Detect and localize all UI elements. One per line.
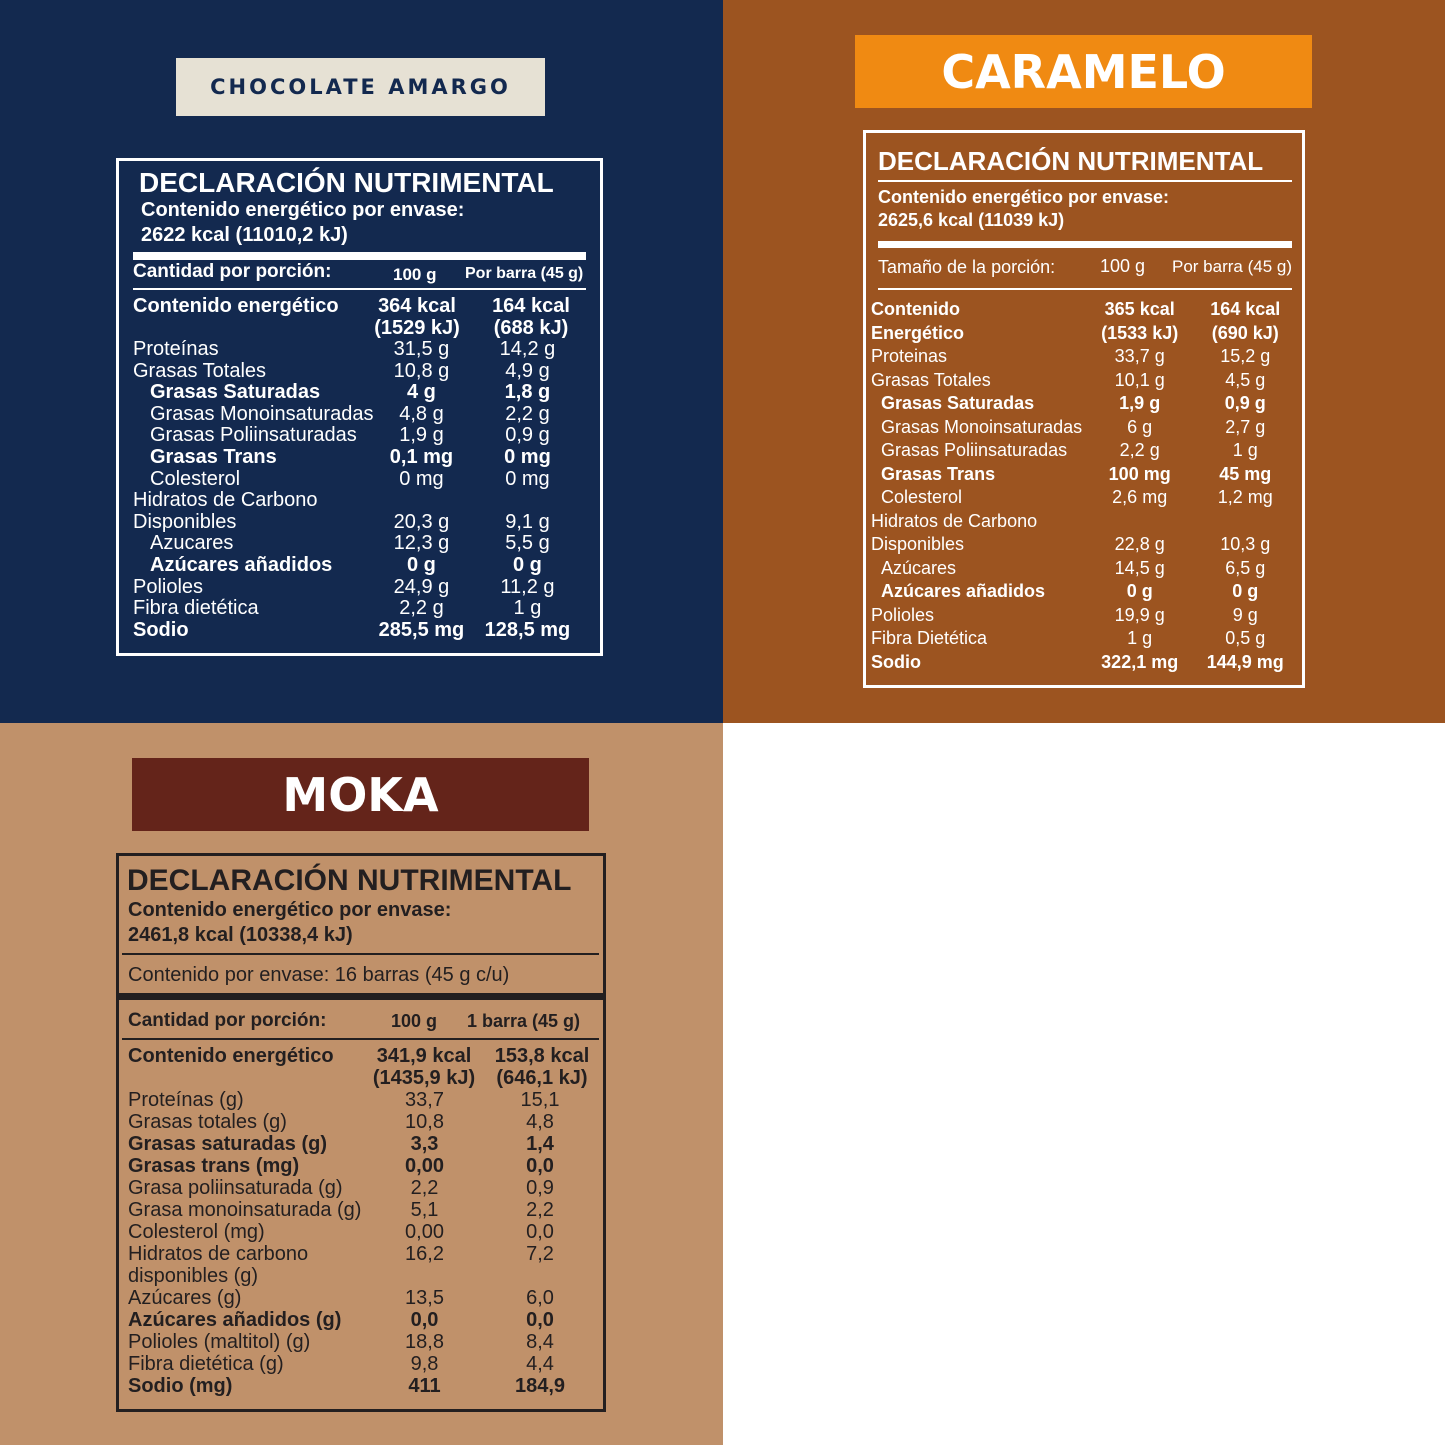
value-100g: 6 g [1127,416,1153,437]
moka-nutrient-row [128,1375,599,1397]
value-100g: 411 [408,1375,441,1397]
value-portion: 9 g [1232,604,1258,625]
caramelo-nutrient-table [871,298,1302,674]
caramelo-title: DECLARACIÓN NUTRIMENTAL [878,146,1264,176]
caramelo-tag: CARAMELO [855,35,1312,108]
value-portion: 0,9 g [505,424,550,447]
chocolate-nutrient-row [133,469,585,491]
value-portion: 1,4 [526,1133,554,1155]
value-100g: 24,9 g [393,575,450,598]
chocolate-panel [0,0,723,723]
value-100g: 20,3 g [393,510,450,533]
nutrient-label: Proteínas (g) [128,1089,244,1111]
value-100g: 16,2 [405,1243,444,1265]
value-portion: 1 g [1232,440,1258,460]
value-100g: 33,7 g [1114,346,1165,366]
caramelo-nutrient-row [871,439,1302,463]
nutrient-label: Grasas Trans [150,445,277,468]
nutrient-label: Proteínas [133,338,219,360]
moka-header-col1: 100 g [391,1011,438,1031]
moka-thick-divider [119,993,603,1000]
value-100g: 1,9 g [399,424,444,447]
value-portion: 1,2 mg [1217,487,1273,507]
moka-nutrient-row [128,1111,599,1133]
caramelo-nutrient-row [871,463,1302,487]
value-100g [368,1265,481,1287]
value-portion: 0 g [1232,581,1259,601]
moka-nutrient-row [128,1199,599,1221]
caramelo-nutrient-row [871,510,1302,534]
caramelo-nutrient-row [871,345,1302,369]
nutrient-label: Grasas Saturadas [881,393,1035,413]
nutrient-label: Sodio (mg) [128,1375,233,1397]
nutrient-label: Colesterol [881,487,963,507]
nutrient-label: Disponibles [871,534,965,554]
moka-energy-value: 2461,8 kcal (10338,4 kJ) [128,924,353,946]
value-portion: 0 mg [504,445,551,468]
nutrient-label: Grasas Monoinsaturadas [881,416,1083,437]
nutrient-label: Grasa monoinsaturada (g) [128,1199,362,1221]
nutrient-label: Hidratos de carbono [128,1243,309,1265]
value-portion: 4,8 [526,1111,554,1133]
nutrient-label: Azúcares (g) [128,1287,242,1309]
moka-panel [0,723,723,1445]
caramelo-nutrient-row [871,604,1302,628]
nutrient-label: Grasas totales (g) [128,1111,287,1133]
value-100g: 0 mg [399,467,444,490]
value-100g: 31,5 g [393,338,450,360]
moka-thin-divider [122,1038,599,1040]
caramelo-nutrient-row [871,369,1302,393]
nutrient-label: Grasas Trans [881,463,996,484]
chocolate-header-col1: 100 g [393,265,437,284]
value-portion: (690 kJ) [1211,322,1279,343]
caramelo-thick-divider [878,241,1292,248]
value-portion: 128,5 mg [484,618,571,641]
value-100g: 22,8 g [1114,534,1165,554]
value-portion: 0 mg [505,467,550,490]
chocolate-nutrient-row [133,533,585,555]
value-100g: 0,00 [405,1155,444,1177]
value-100g: 322,1 mg [1101,651,1179,672]
value-100g: 18,8 [405,1331,444,1353]
value-100g: 2,2 g [399,597,444,620]
moka-energy-row-col1b: (1435,9 kJ) [372,1067,476,1089]
nutrient-label: Grasas saturadas (g) [128,1133,327,1155]
caramelo-nutrient-row [871,651,1302,675]
caramelo-nutrition-box [863,130,1305,688]
value-100g: 10,8 [405,1111,444,1133]
nutrient-label: Hidratos de Carbono [871,510,1038,531]
moka-nutrient-row [128,1265,599,1287]
caramelo-nutrient-row [871,416,1302,440]
chocolate-nutrient-row [133,577,585,599]
caramelo-energy-value: 2625,6 kcal (11039 kJ) [878,210,1065,230]
chocolate-energy-row-label: Contenido energético [133,295,339,317]
value-portion: 184,9 [514,1375,566,1397]
chocolate-nutrient-table [133,339,585,641]
moka-energy-row-label: Contenido energético [128,1045,334,1067]
moka-energy-row-col2b: (646,1 kJ) [496,1067,588,1089]
value-100g [1091,510,1189,534]
moka-nutrient-row [128,1309,599,1331]
chocolate-nutrient-row [133,555,585,577]
nutrient-label: Grasas trans (mg) [128,1155,300,1177]
caramelo-nutrient-row [871,627,1302,651]
caramelo-nutrient-row [871,580,1302,604]
nutrient-label: Hidratos de Carbono [133,489,318,512]
nutrient-label: Proteinas [871,346,948,366]
value-100g: 285,5 mg [378,618,465,641]
chocolate-thin-divider [133,288,586,290]
moka-energy-label: Contenido energético por envase: [128,899,452,921]
chocolate-nutrient-row [133,512,585,534]
nutrient-label: Grasas Saturadas [150,381,321,404]
caramelo-header-col1: 100 g [1100,256,1146,276]
value-portion: 0,9 [526,1177,554,1199]
value-portion: 8,4 [526,1331,554,1353]
value-portion: 9,1 g [505,510,550,533]
nutrient-label: Azúcares añadidos [150,553,333,576]
moka-nutrient-row [128,1221,599,1243]
caramelo-panel [723,0,1445,723]
chocolate-tag: CHOCOLATE AMARGO [176,58,545,116]
chocolate-energy-row-col2a: 164 kcal [492,295,570,317]
moka-tag: MOKA [132,758,589,831]
value-portion: 0,9 g [1224,393,1266,413]
value-portion: 4,4 [526,1353,554,1375]
value-portion [1189,510,1302,534]
nutrient-label: Contenido [871,299,960,319]
nutrient-label: Sodio [871,651,921,672]
value-portion: 45 mg [1219,463,1272,484]
moka-nutrient-row [128,1331,599,1353]
caramelo-thin-divider [878,288,1292,290]
value-portion: 164 kcal [1210,299,1281,319]
nutrient-label: Grasas Poliinsaturadas [150,424,357,447]
moka-nutrient-table [128,1089,599,1397]
chocolate-energy-label: Contenido energético por envase: [141,199,465,221]
nutrient-label: Sodio [133,618,189,641]
moka-energy-row-col2a: 153,8 kcal [494,1045,590,1067]
value-100g: 1,9 g [1119,393,1161,413]
moka-header-label: Cantidad por porción: [128,1010,327,1031]
value-portion: 0,5 g [1225,628,1266,648]
chocolate-nutrient-row [133,404,585,426]
value-portion: 14,2 g [499,338,556,360]
nutrient-label: Polioles (maltitol) (g) [128,1331,311,1353]
nutrient-label: Azúcares añadidos [881,581,1046,601]
value-100g: 0,0 [410,1309,439,1331]
nutrient-label: Grasas Totales [133,359,267,382]
nutrient-label: Azúcares añadidos (g) [128,1309,342,1331]
value-100g: 3,3 [410,1133,439,1155]
nutrient-label: Colesterol (mg) [128,1221,265,1243]
value-portion: 2,2 [526,1199,554,1221]
moka-package-content: Contenido por envase: 16 barras (45 g c/u) [128,964,510,986]
chocolate-nutrient-row [133,339,585,361]
moka-nutrient-row [128,1353,599,1375]
nutrient-label: Azucares [150,532,234,555]
nutrient-label: disponibles (g) [128,1265,259,1287]
value-100g: 33,7 [405,1089,444,1111]
value-portion: 0,0 [526,1155,554,1177]
blank-panel [723,723,1445,1445]
nutrient-label: Fibra Dietética [871,628,988,648]
value-100g: 0 g [407,553,436,576]
moka-nutrient-row [128,1177,599,1199]
nutrient-label: Grasas Monoinsaturadas [150,402,374,425]
chocolate-energy-row-col2b: (688 kJ) [493,317,569,339]
caramelo-header-label: Tamaño de la porción: [878,257,1056,277]
nutrient-label: Grasa poliinsaturada (g) [128,1177,343,1199]
value-100g: (1533 kJ) [1101,322,1179,343]
value-portion [469,490,585,512]
value-portion: 5,5 g [505,532,550,555]
chocolate-nutrient-row [133,490,585,512]
value-portion: 0 g [513,553,542,576]
caramelo-nutrient-row [871,557,1302,581]
value-100g: 2,6 mg [1112,487,1168,507]
value-100g: 13,5 [405,1287,444,1309]
caramelo-nutrient-row [871,533,1302,557]
value-portion: 0,0 [526,1221,554,1243]
caramelo-nutrient-row [871,392,1302,416]
moka-nutrient-row [128,1287,599,1309]
value-portion: 2,7 g [1225,416,1266,437]
value-100g: 9,8 [410,1353,439,1375]
moka-nutrient-row [128,1155,599,1177]
chocolate-nutrient-row [133,447,585,469]
chocolate-title: DECLARACIÓN NUTRIMENTAL [139,167,554,198]
chocolate-nutrient-row [133,598,585,620]
value-100g: 14,5 g [1114,557,1165,578]
value-portion: 0,0 [526,1309,554,1331]
chocolate-header-label: Cantidad por porción: [133,261,332,282]
chocolate-thick-divider [133,252,586,260]
value-portion: 144,9 mg [1206,651,1284,672]
caramelo-nutrient-row [871,298,1302,322]
caramelo-nutrient-row [871,322,1302,346]
moka-nutrient-row [128,1089,599,1111]
value-portion: 15,1 [520,1089,560,1111]
value-100g [373,490,469,512]
caramelo-energy-label: Contenido energético por envase: [878,187,1170,207]
moka-header-col2: 1 barra (45 g) [467,1011,581,1031]
chocolate-nutrient-row [133,382,585,404]
chocolate-header-col2: Por barra (45 g) [465,265,584,282]
chocolate-energy-value: 2622 kcal (11010,2 kJ) [141,224,348,246]
chocolate-energy-row-col1b: (1529 kJ) [374,317,460,339]
value-portion [481,1265,599,1287]
moka-energy-row-col1a: 341,9 kcal [376,1045,472,1067]
caramelo-nutrient-row [871,486,1302,510]
value-100g: 2,2 g [1119,440,1160,460]
value-portion: 11,2 g [500,575,555,598]
value-portion: 6,0 [526,1287,554,1309]
value-100g: 19,9 g [1114,604,1165,625]
chocolate-nutrient-row [133,361,585,383]
moka-divider-1 [122,953,599,955]
value-100g: 365 kcal [1104,299,1175,319]
value-portion: 4,5 g [1225,369,1266,390]
chocolate-energy-row-col1a: 364 kcal [378,295,456,317]
caramelo-header-col2: Por barra (45 g) [1172,257,1292,276]
value-100g: 1 g [1127,628,1153,648]
value-100g: 12,3 g [393,532,450,555]
value-portion: 1,8 g [504,381,551,404]
moka-nutrient-row [128,1243,599,1265]
chocolate-nutrition-box [116,158,603,656]
nutrient-label: Polioles [133,575,204,598]
value-100g: 0,00 [405,1221,444,1243]
value-portion: 15,2 g [1220,346,1271,366]
nutrient-label: Fibra dietética [133,597,259,620]
nutrient-label: Disponibles [133,510,237,533]
value-portion: 1 g [513,597,542,620]
nutrient-label: Colesterol [150,467,241,490]
nutrient-label: Energético [871,322,965,343]
value-100g: 2,2 [410,1177,439,1199]
moka-nutrition-box [116,853,606,1412]
nutrient-label: Azúcares [881,557,957,578]
nutrient-label: Grasas Totales [871,369,991,390]
value-100g: 10,1 g [1114,369,1165,390]
value-portion: 6,5 g [1225,557,1266,578]
moka-nutrient-row [128,1133,599,1155]
value-100g: 10,8 g [393,359,450,382]
value-100g: 0 g [1126,581,1153,601]
moka-title: DECLARACIÓN NUTRIMENTAL [127,864,572,897]
value-100g: 5,1 [410,1199,439,1221]
value-portion: 7,2 [526,1243,554,1265]
value-portion: 2,2 g [505,402,550,425]
value-100g: 100 mg [1108,463,1171,484]
nutrient-label: Fibra dietética (g) [128,1353,284,1375]
nutrient-label: Grasas Poliinsaturadas [881,440,1068,460]
value-portion: 4,9 g [505,359,550,382]
value-portion: 10,3 g [1220,534,1271,554]
value-100g: 4,8 g [399,402,444,425]
value-100g: 0,1 mg [389,445,454,468]
chocolate-nutrient-row [133,620,585,642]
nutrient-label: Polioles [871,604,935,625]
chocolate-nutrient-row [133,425,585,447]
value-100g: 4 g [407,381,436,404]
caramelo-title-underline [878,180,1292,182]
